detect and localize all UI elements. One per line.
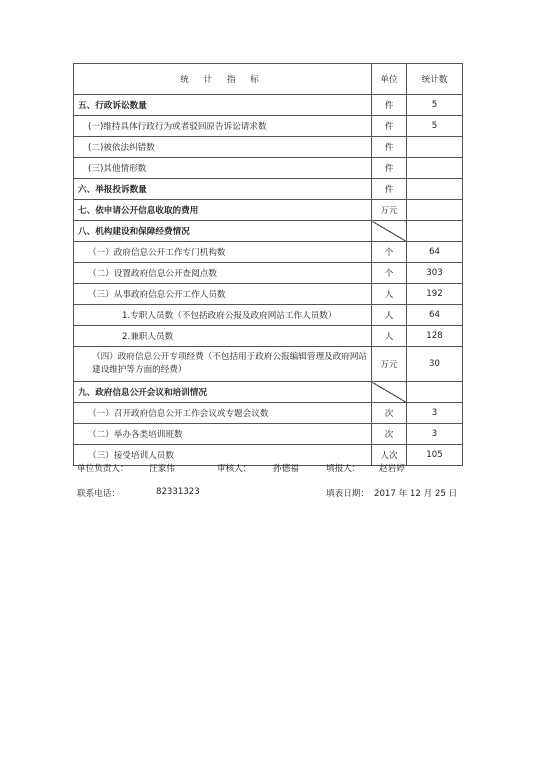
filler-name: 赵岩婷 bbox=[379, 464, 405, 474]
row-count: 5 bbox=[407, 95, 463, 116]
row-label: 1.专职人员数（不包括政府公报及政府网站工作人员数） bbox=[74, 305, 372, 326]
row-unit: 件 bbox=[372, 137, 407, 158]
table-row bbox=[74, 284, 463, 305]
header-unit: 单位 bbox=[372, 64, 407, 95]
row-label: 六、举报投诉数量 bbox=[74, 179, 372, 200]
table-row bbox=[74, 221, 463, 242]
row-count: 192 bbox=[407, 284, 463, 305]
fill-date: 2017 年 12 月 25 日 bbox=[374, 489, 458, 499]
row-label: （二）举办各类培训班数 bbox=[74, 424, 372, 445]
row-unit: 次 bbox=[372, 403, 407, 424]
row-count: 3 bbox=[407, 403, 463, 424]
table-row bbox=[74, 403, 463, 424]
row-count: 303 bbox=[407, 263, 463, 284]
row-unit: 万元 bbox=[372, 347, 407, 382]
filler-label: 填报人： bbox=[326, 464, 361, 474]
table-row bbox=[74, 158, 463, 179]
phone-label: 联系电话： bbox=[77, 489, 120, 499]
row-count bbox=[407, 221, 463, 242]
row-count: 105 bbox=[407, 445, 463, 466]
table-row bbox=[74, 424, 463, 445]
row-unit: 人 bbox=[372, 326, 407, 347]
row-unit: 件 bbox=[372, 179, 407, 200]
row-count: 30 bbox=[407, 347, 463, 382]
row-unit: 件 bbox=[372, 95, 407, 116]
diagonal-cell bbox=[372, 382, 407, 403]
table-row bbox=[74, 179, 463, 200]
diagonal-cell bbox=[372, 221, 407, 242]
table-row bbox=[74, 305, 463, 326]
reviewer-name: 孙德福 bbox=[273, 464, 299, 474]
row-count: 128 bbox=[407, 326, 463, 347]
row-count: 64 bbox=[407, 305, 463, 326]
row-count: 3 bbox=[407, 424, 463, 445]
row-count bbox=[407, 179, 463, 200]
table-row bbox=[74, 116, 463, 137]
row-count bbox=[407, 200, 463, 221]
row-unit: 人 bbox=[372, 305, 407, 326]
row-label: 九、政府信息公开会议和培训情况 bbox=[74, 382, 372, 403]
row-unit: 个 bbox=[372, 242, 407, 263]
row-label: （一）政府信息公开工作专门机构数 bbox=[74, 242, 372, 263]
table-row bbox=[74, 326, 463, 347]
date-label: 填表日期： bbox=[326, 489, 369, 499]
header-count: 统计数 bbox=[407, 64, 463, 95]
leader-name: 汪家伟 bbox=[149, 464, 175, 474]
table-header-row bbox=[74, 64, 463, 95]
row-unit: 万元 bbox=[372, 200, 407, 221]
row-label: （三）接受培训人员数 bbox=[74, 445, 372, 466]
row-unit: 件 bbox=[372, 116, 407, 137]
row-label: 五、行政诉讼数量 bbox=[74, 95, 372, 116]
row-unit: 人次 bbox=[372, 445, 407, 466]
row-label: （三）从事政府信息公开工作人员数 bbox=[74, 284, 372, 305]
row-count bbox=[407, 158, 463, 179]
row-label: （二）设置政府信息公开查阅点数 bbox=[74, 263, 372, 284]
row-label: （四）政府信息公开专项经费（不包括用于政府公报编辑管理及政府网站建设维护等方面的经费） bbox=[74, 347, 372, 382]
row-count: 64 bbox=[407, 242, 463, 263]
row-label: 2.兼职人员数 bbox=[74, 326, 372, 347]
table-row bbox=[74, 263, 463, 284]
row-unit: 个 bbox=[372, 263, 407, 284]
leader-label: 单位负责人： bbox=[77, 464, 129, 474]
row-count: 5 bbox=[407, 116, 463, 137]
row-label: 七、依申请公开信息收取的费用 bbox=[74, 200, 372, 221]
row-count bbox=[407, 137, 463, 158]
row-label: (二)被依法纠错数 bbox=[74, 137, 372, 158]
table-row bbox=[74, 242, 463, 263]
table-row bbox=[74, 95, 463, 116]
header-indicator: 统 计 指 标 bbox=[74, 64, 372, 95]
row-label: (一)维持具体行政行为或者驳回原告诉讼请求数 bbox=[74, 116, 372, 137]
statistics-table bbox=[73, 63, 463, 466]
table-row bbox=[74, 200, 463, 221]
table-row bbox=[74, 382, 463, 403]
row-label: (三)其他情形数 bbox=[74, 158, 372, 179]
table-row bbox=[74, 137, 463, 158]
row-label: 八、机构建设和保障经费情况 bbox=[74, 221, 372, 242]
row-unit: 人 bbox=[372, 284, 407, 305]
row-count bbox=[407, 382, 463, 403]
row-label: （一）召开政府信息公开工作会议或专题会议数 bbox=[74, 403, 372, 424]
row-unit: 次 bbox=[372, 424, 407, 445]
table-row bbox=[74, 347, 463, 382]
row-unit: 件 bbox=[372, 158, 407, 179]
reviewer-label: 审核人： bbox=[217, 464, 252, 474]
phone-number: 82331323 bbox=[156, 487, 200, 497]
